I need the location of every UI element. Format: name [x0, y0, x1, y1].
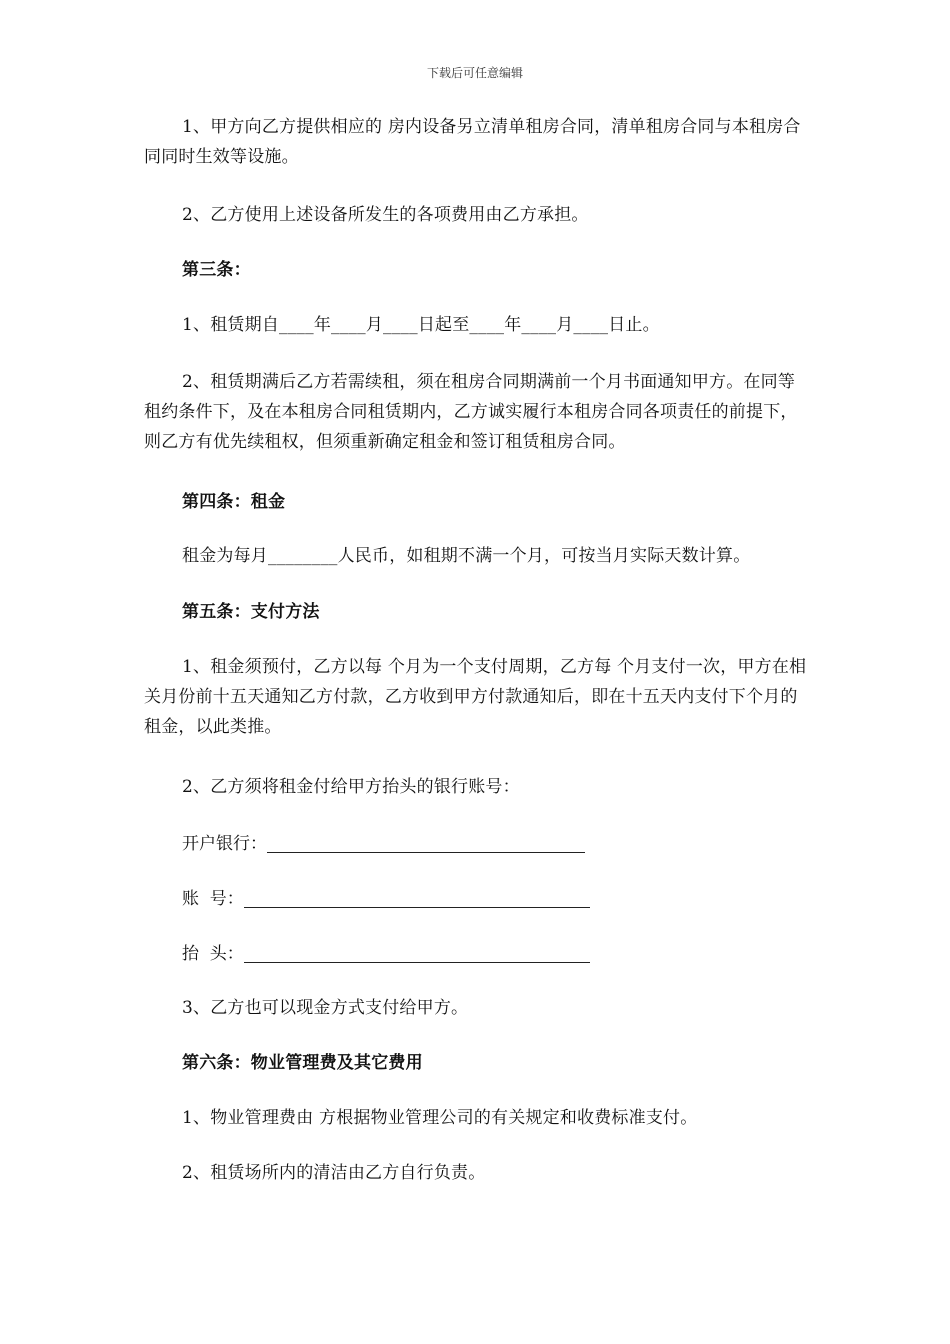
- account-number-label: 账 号：: [182, 889, 244, 909]
- account-holder-blank: [244, 940, 590, 963]
- clause-5-heading: 第五条：支付方法: [182, 602, 320, 622]
- clause-5-item-2: 2、乙方须将租金付给甲方抬头的银行账号：: [182, 777, 520, 797]
- bank-name-field: [182, 829, 585, 859]
- clause-2-item-2: 2、乙方使用上述设备所发生的各项费用由乙方承担。: [182, 205, 589, 225]
- clause-6-item-2: 2、租赁场所内的清洁由乙方自行负责。: [182, 1163, 486, 1183]
- account-number-blank: [244, 885, 590, 908]
- bank-name-label: 开户银行：: [182, 834, 267, 854]
- clause-3-heading: 第三条：: [182, 260, 251, 280]
- bank-name-blank: [267, 830, 585, 853]
- clause-6-item-1: 1、物业管理费由 方根据物业管理公司的有关规定和收费标准支付。: [182, 1108, 698, 1128]
- clause-2-item-1: 1、甲方向乙方提供相应的 房内设备另立清单租房合同，清单租房合同与本租房合同同时生效等设施。: [144, 117, 801, 167]
- account-holder-field: [182, 939, 590, 969]
- clause-4-text: 租金为每月________人民币，如租期不满一个月，可按当月实际天数计算。: [182, 546, 751, 566]
- clause-3-item-1: 1、租赁期自____年____月____日起至____年____月____日止。: [182, 315, 660, 335]
- clause-5-item-3: 3、乙方也可以现金方式支付给甲方。: [182, 998, 469, 1018]
- account-number-field: [182, 884, 590, 914]
- clause-6-heading: 第六条：物业管理费及其它费用: [182, 1053, 423, 1073]
- clause-5-item-1: 1、租金须预付，乙方以每 个月为一个支付周期，乙方每 个月支付一次，甲方在相关月份前十五天通知乙方付款，乙方收到甲方付款通知后，即在十五天内支付下个月的租金，以此类推。: [144, 657, 807, 737]
- page-header-note: 下载后可任意编辑: [426, 66, 523, 80]
- account-holder-label: 抬 头：: [182, 944, 244, 964]
- clause-4-heading: 第四条：租金: [182, 492, 286, 512]
- clause-3-item-2: 2、租赁期满后乙方若需续租，须在租房合同期满前一个月书面通知甲方。在同等租约条件下，及在本租房合同租赁期内，乙方诚实履行本租房合同各项责任的前提下，则乙方有优先续租权，但须重新确定租金和签订租赁租房合同。: [144, 372, 798, 452]
